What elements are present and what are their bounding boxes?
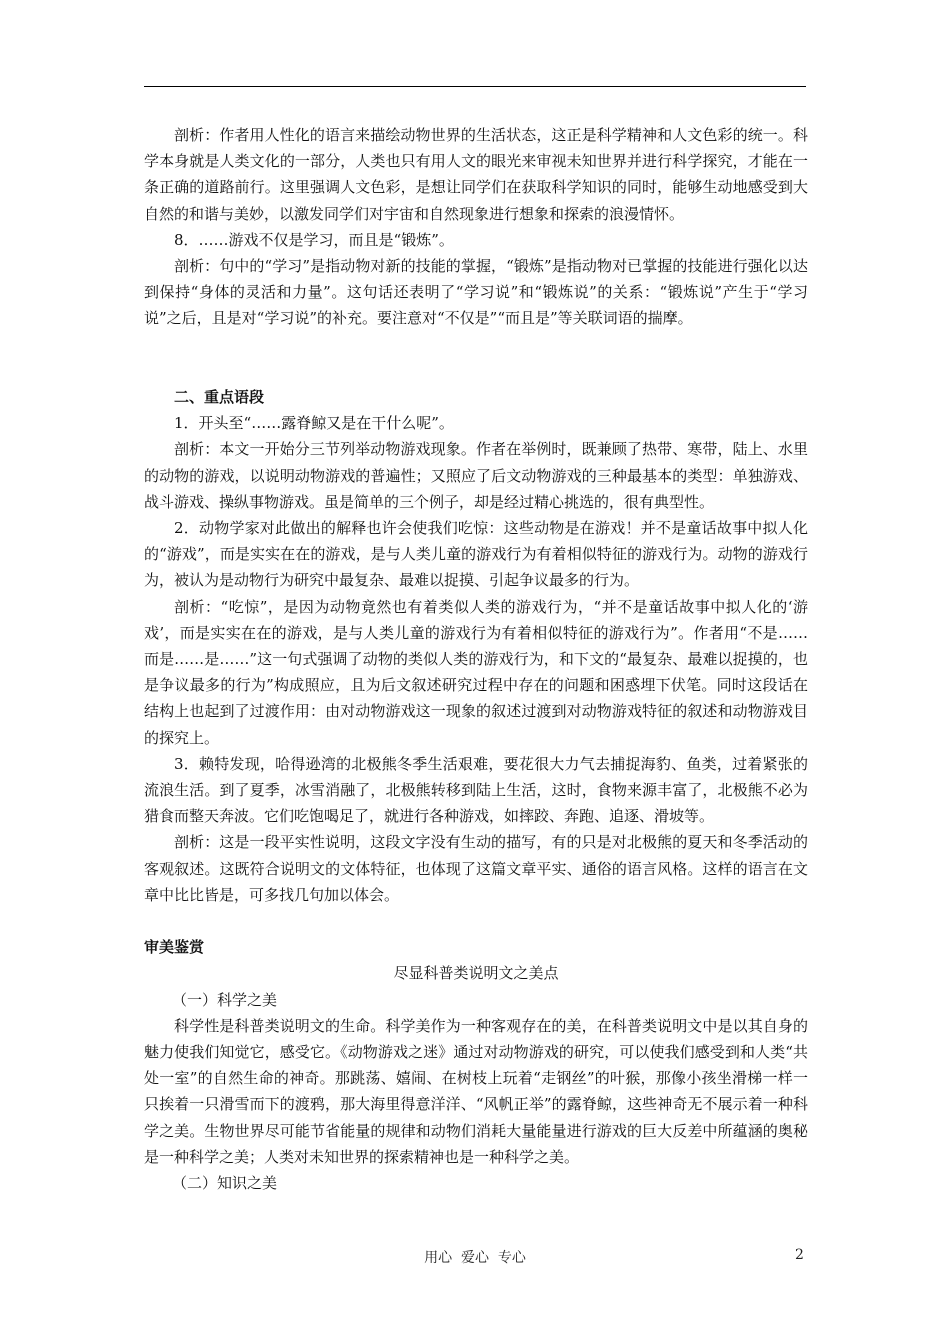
paragraph-item-8: 8．……游戏不仅是学习，而且是“锻炼”。 — [174, 230, 454, 249]
section-heading-aesthetic: 审美鉴赏 — [144, 938, 205, 957]
paragraph-analysis-2: 剖析：句中的“学习”是指动物对新的技能的掌握，“锻炼”是指动物对已掌握的技能进行强化以达到保持“身体的灵活和力量”。这句话还表明了“学习说”和“锻炼说”的关系：“锻炼说”产生于“学习说”之后，且是对“学习说”的补充。要注意对“不仅是”“而且是”等关联词语的揣摩。 — [144, 257, 808, 328]
footer-motto: 用心 爱心 专心 — [424, 1250, 526, 1266]
passage-2-analysis: 剖析：“吃惊”，是因为动物竟然也有着类似人类的游戏行为，“并不是童话故事中拟人化的‘游戏’，而是实实在在的游戏，是与人类儿童的游戏行为有着相似特征的游戏行为”。作者用“不是……而是……是……”这一句式强调了动物的类似人类的游戏行为，和下文的“最复杂、最难以捉摸的，也是争议最多的行为”构成照应，且为后文叙述研究过程中存在的问题和困惑埋下伏笔。同时这段话在结构上也起到了过渡作用：由对动物游戏这一现象的叙述过渡到对动物游戏特征的叙述和动物游戏目的探究上。 — [144, 597, 808, 747]
passage-3-text: 3．赖特发现，哈得逊湾的北极熊冬季生活艰难，要花很大力气去捕捉海豹、鱼类，过着紧张的流浪生活。到了夏季，冰雪消融了，北极熊转移到陆上生活，这时，食物来源丰富了，北极熊不必为猎食而整天奔波。它们吃饱喝足了，就进行各种游戏，如摔跤、奔跑、追逐、滑坡等。 — [144, 754, 808, 826]
subheading-knowledge-beauty: （二）知识之美 — [172, 1174, 278, 1193]
page-number: 2 — [795, 1247, 804, 1263]
subheading-science-beauty: （一）科学之美 — [172, 990, 278, 1009]
passage-3-analysis: 剖析：这是一段平实性说明，这段文字没有生动的描写，有的只是对北极熊的夏天和冬季活动的客观叙述。这既符合说明文的文体特征，也体现了这篇文章平实、通俗的语言风格。这样的语言在文章中比比皆是，可多找几句加以体会。 — [144, 833, 808, 904]
essay-title: 尽显科普类说明文之美点 — [393, 964, 559, 983]
spacer — [144, 358, 808, 384]
spacer — [144, 908, 808, 934]
header-rule — [144, 86, 806, 87]
paragraph-analysis-1: 剖析：作者用人性化的语言来描绘动物世界的生活状态，这正是科学精神和人文色彩的统一。科学本身就是人类文化的一部分，人类也只有用人文的眼光来审视未知世界并进行科学探究，才能在一条正确的道路前行。这里强调人文色彩，是想让同学们在获取科学知识的同时，能够生动地感受到大自然的和谐与美妙，以激发同学们对宇宙和自然现象进行想象和探索的浪漫情怀。 — [144, 126, 808, 223]
passage-2-text: 2．动物学家对此做出的解释也许会使我们吃惊：这些动物是在游戏！并不是童话故事中拟人化的“游戏”，而是实实在在的游戏，是与人类儿童的游戏行为有着相似特征的游戏行为。动物的游戏行为，被认为是动物行为研究中最复杂、最难以捉摸、引起争议最多的行为。 — [144, 519, 808, 590]
section-heading-key-passages: 二、重点语段 — [174, 388, 265, 406]
document-body — [144, 122, 808, 1196]
passage-1-title: 1．开头至“……露脊鲸又是在干什么呢”。 — [174, 414, 454, 433]
page-footer — [0, 1247, 950, 1267]
spacer — [144, 332, 808, 358]
passage-1-analysis: 剖析：本文一开始分三节列举动物游戏现象。作者在举例时，既兼顾了热带、寒带，陆上、水里的动物的游戏，以说明动物游戏的普遍性；又照应了后文动物游戏的三种最基本的类型：单独游戏、战斗游戏、操纵事物游戏。虽是简单的三个例子，却是经过精心挑选的，很有典型性。 — [144, 440, 808, 511]
paragraph-science-beauty: 科学性是科普类说明文的生命。科学美作为一种客观存在的美，在科普类说明文中是以其自身的魅力使我们知觉它，感受它。《动物游戏之迷》通过对动物游戏的研究，可以使我们感受到和人类“共处一室”的自然生命的神奇。那跳荡、嬉闹、在树枝上玩着“走钢丝”的叶猴，那像小孩坐滑梯一样一只挨着一只滑雪而下的渡鸦，那大海里得意洋洋、“风帆正举”的露脊鲸，这些神奇无不展示着一种科学之美。生物世界尽可能节省能量的规律和动物们消耗大量能量进行游戏的巨大反差中所蕴涵的奥秘是一种科学之美；人类对未知世界的探索精神也是一种科学之美。 — [144, 1016, 808, 1166]
